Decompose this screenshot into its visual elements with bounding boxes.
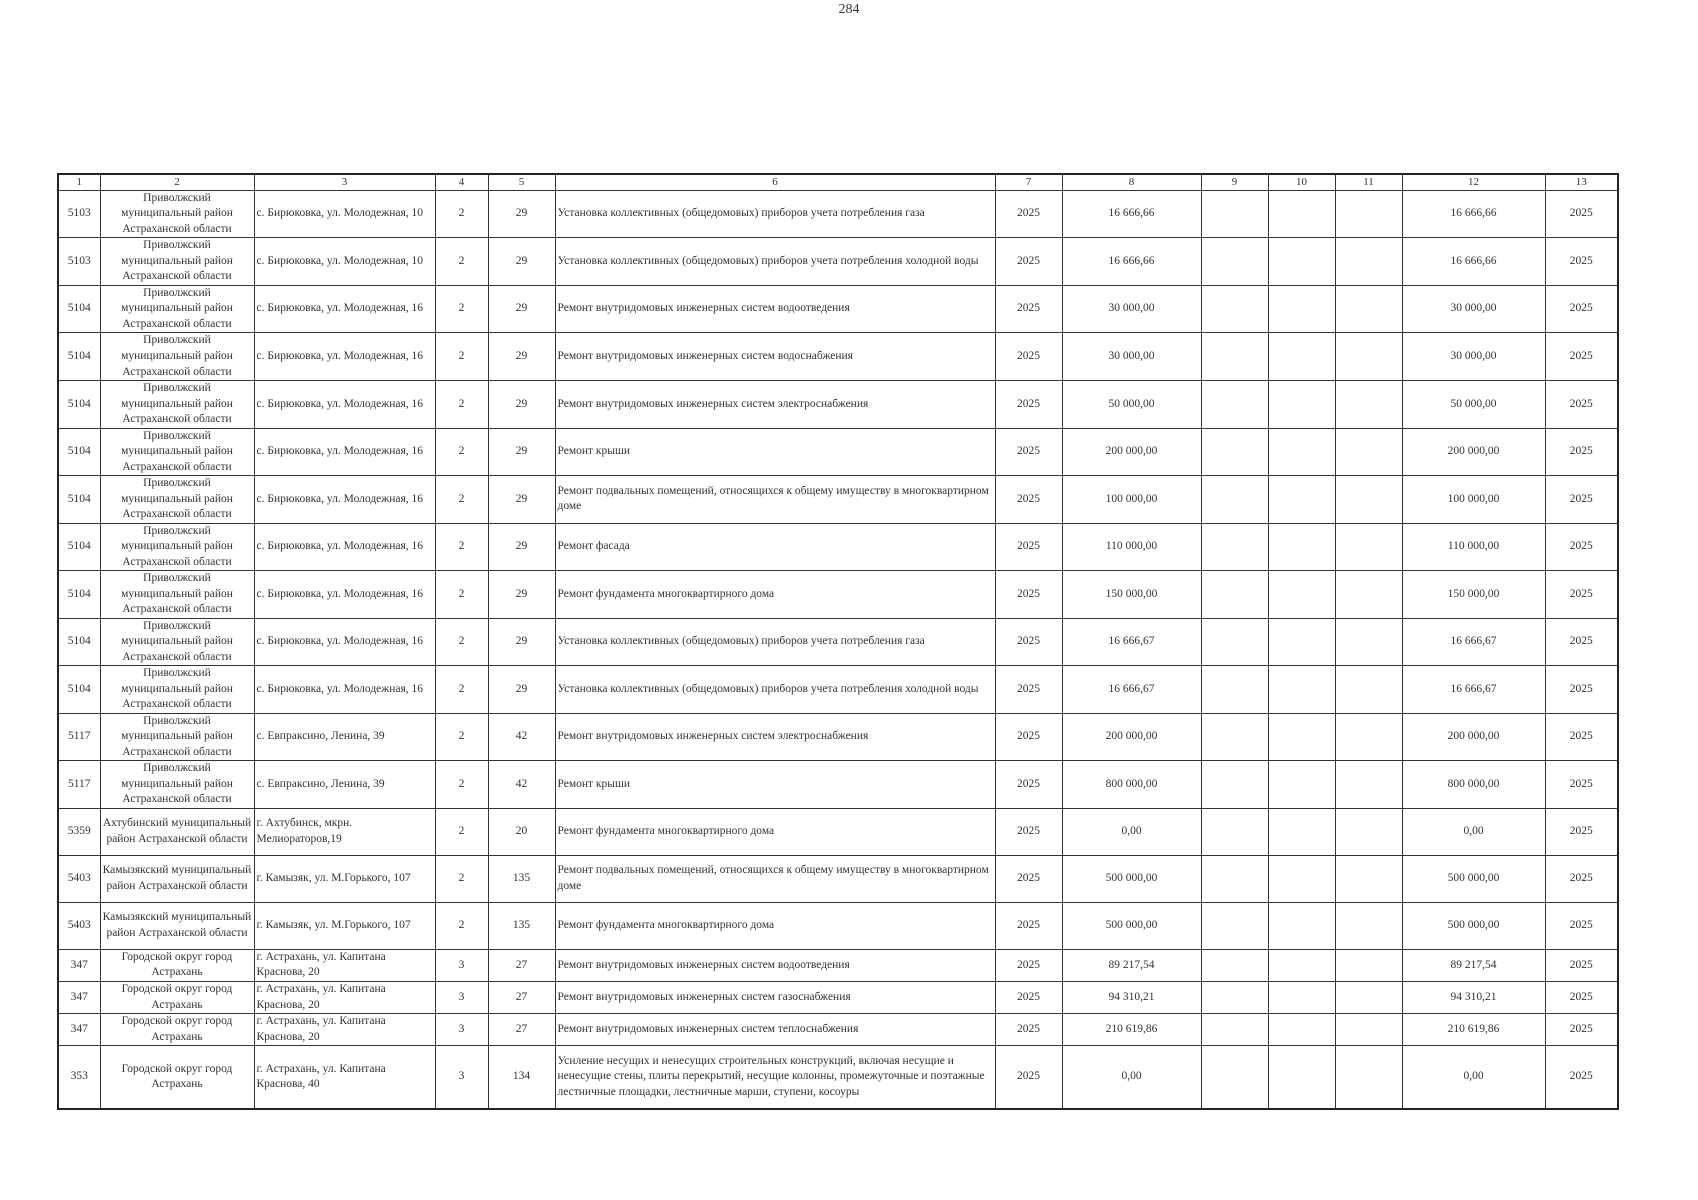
cell-municipality: Приволжский муниципальный район Астраханской области xyxy=(100,285,254,333)
cell-col-4: 2 xyxy=(435,285,488,333)
cell-col-12-amount: 100 000,00 xyxy=(1402,476,1545,524)
cell-col-10 xyxy=(1268,428,1335,476)
cell-municipality: Приволжский муниципальный район Астраханской области xyxy=(100,713,254,761)
cell-col-9 xyxy=(1201,761,1268,809)
cell-year: 2025 xyxy=(1545,855,1618,902)
cell-year: 2025 xyxy=(1545,949,1618,981)
cell-municipality: Приволжский муниципальный район Астраханской области xyxy=(100,761,254,809)
cell-year: 2025 xyxy=(1545,981,1618,1013)
cell-col-10 xyxy=(1268,238,1335,286)
cell-col-5: 27 xyxy=(488,1014,555,1046)
cell-col-5: 29 xyxy=(488,523,555,571)
cell-col-10 xyxy=(1268,1014,1335,1046)
cell-row-id: 5104 xyxy=(58,428,100,476)
cell-col-7: 2025 xyxy=(995,333,1062,381)
cell-col-7: 2025 xyxy=(995,190,1062,238)
cell-year: 2025 xyxy=(1545,808,1618,855)
cell-work-type: Усиление несущих и ненесущих строительных конструкций, включая несущие и ненесущие стены, плиты перекрытий, несущие колонны, промежуточные и поэтажные лестничные площадки, лестничные марши, ступени, косоуры xyxy=(555,1046,995,1110)
cell-amount: 0,00 xyxy=(1062,808,1201,855)
cell-row-id: 5104 xyxy=(58,381,100,429)
cell-municipality: Приволжский муниципальный район Астраханской области xyxy=(100,523,254,571)
cell-col-9 xyxy=(1201,428,1268,476)
cell-work-type: Ремонт фундамента многоквартирного дома xyxy=(555,571,995,619)
table-row xyxy=(58,523,1618,571)
cell-col-4: 2 xyxy=(435,476,488,524)
cell-col-4: 2 xyxy=(435,523,488,571)
cell-address: с. Бирюковка, ул. Молодежная, 16 xyxy=(254,333,435,381)
cell-address: с. Бирюковка, ул. Молодежная, 10 xyxy=(254,190,435,238)
cell-row-id: 5117 xyxy=(58,761,100,809)
cell-amount: 30 000,00 xyxy=(1062,285,1201,333)
cell-col-12-amount: 89 217,54 xyxy=(1402,949,1545,981)
cell-col-12-amount: 30 000,00 xyxy=(1402,333,1545,381)
cell-col-4: 2 xyxy=(435,238,488,286)
cell-col-12-amount: 0,00 xyxy=(1402,1046,1545,1110)
cell-work-type: Установка коллективных (общедомовых) приборов учета потребления холодной воды xyxy=(555,238,995,286)
cell-col-4: 2 xyxy=(435,855,488,902)
cell-work-type: Ремонт фундамента многоквартирного дома xyxy=(555,808,995,855)
cell-col-10 xyxy=(1268,190,1335,238)
cell-row-id: 5104 xyxy=(58,523,100,571)
cell-address: с. Бирюковка, ул. Молодежная, 16 xyxy=(254,666,435,714)
cell-col-11 xyxy=(1335,571,1402,619)
cell-col-9 xyxy=(1201,981,1268,1013)
cell-col-5: 29 xyxy=(488,381,555,429)
cell-municipality: Ахтубинский муниципальный район Астраханской области xyxy=(100,808,254,855)
cell-col-5: 20 xyxy=(488,808,555,855)
cell-work-type: Ремонт внутридомовых инженерных систем водоснабжения xyxy=(555,333,995,381)
cell-municipality: Приволжский муниципальный район Астраханской области xyxy=(100,618,254,666)
cell-col-7: 2025 xyxy=(995,476,1062,524)
cell-work-type: Ремонт внутридомовых инженерных систем водоотведения xyxy=(555,285,995,333)
header-row xyxy=(58,174,1618,190)
cell-year: 2025 xyxy=(1545,333,1618,381)
cell-col-9 xyxy=(1201,571,1268,619)
cell-col-11 xyxy=(1335,190,1402,238)
table-row xyxy=(58,1046,1618,1110)
cell-col-7: 2025 xyxy=(995,713,1062,761)
table-row xyxy=(58,333,1618,381)
table-header xyxy=(58,174,1618,190)
cell-address: г. Ахтубинск, мкрн. Мелиораторов,19 xyxy=(254,808,435,855)
table-row xyxy=(58,381,1618,429)
cell-year: 2025 xyxy=(1545,1014,1618,1046)
cell-col-5: 29 xyxy=(488,238,555,286)
column-header-1: 1 xyxy=(58,174,100,190)
cell-col-11 xyxy=(1335,523,1402,571)
cell-amount: 30 000,00 xyxy=(1062,333,1201,381)
cell-col-7: 2025 xyxy=(995,523,1062,571)
table-row xyxy=(58,238,1618,286)
cell-municipality: Приволжский муниципальный район Астраханской области xyxy=(100,333,254,381)
cell-address: с. Евпраксино, Ленина, 39 xyxy=(254,761,435,809)
cell-col-9 xyxy=(1201,666,1268,714)
cell-col-5: 135 xyxy=(488,855,555,902)
cell-col-12-amount: 110 000,00 xyxy=(1402,523,1545,571)
cell-row-id: 347 xyxy=(58,1014,100,1046)
cell-municipality: Камызякский муниципальный район Астраханской области xyxy=(100,902,254,949)
cell-col-5: 29 xyxy=(488,571,555,619)
cell-row-id: 5104 xyxy=(58,333,100,381)
cell-municipality: Приволжский муниципальный район Астраханской области xyxy=(100,476,254,524)
cell-col-5: 29 xyxy=(488,190,555,238)
cell-row-id: 5104 xyxy=(58,476,100,524)
cell-col-4: 2 xyxy=(435,571,488,619)
cell-col-10 xyxy=(1268,285,1335,333)
cell-municipality: Приволжский муниципальный район Астраханской области xyxy=(100,381,254,429)
table-row xyxy=(58,571,1618,619)
cell-row-id: 5104 xyxy=(58,666,100,714)
cell-col-11 xyxy=(1335,808,1402,855)
cell-col-10 xyxy=(1268,618,1335,666)
cell-address: г. Астрахань, ул. Капитана Краснова, 40 xyxy=(254,1046,435,1110)
cell-amount: 100 000,00 xyxy=(1062,476,1201,524)
cell-address: с. Бирюковка, ул. Молодежная, 16 xyxy=(254,285,435,333)
cell-work-type: Ремонт внутридомовых инженерных систем теплоснабжения xyxy=(555,1014,995,1046)
cell-municipality: Приволжский муниципальный район Астраханской области xyxy=(100,571,254,619)
cell-col-7: 2025 xyxy=(995,618,1062,666)
cell-col-10 xyxy=(1268,902,1335,949)
cell-col-5: 29 xyxy=(488,618,555,666)
cell-col-11 xyxy=(1335,618,1402,666)
cell-col-4: 2 xyxy=(435,666,488,714)
cell-col-4: 2 xyxy=(435,190,488,238)
cell-col-10 xyxy=(1268,666,1335,714)
cell-col-12-amount: 16 666,66 xyxy=(1402,238,1545,286)
cell-row-id: 5117 xyxy=(58,713,100,761)
cell-col-9 xyxy=(1201,808,1268,855)
cell-work-type: Ремонт фундамента многоквартирного дома xyxy=(555,902,995,949)
cell-row-id: 5403 xyxy=(58,855,100,902)
cell-amount: 150 000,00 xyxy=(1062,571,1201,619)
cell-municipality: Приволжский муниципальный район Астраханской области xyxy=(100,666,254,714)
cell-address: г. Астрахань, ул. Капитана Краснова, 20 xyxy=(254,981,435,1013)
cell-col-7: 2025 xyxy=(995,571,1062,619)
cell-col-11 xyxy=(1335,333,1402,381)
cell-col-4: 2 xyxy=(435,381,488,429)
cell-row-id: 5103 xyxy=(58,190,100,238)
cell-municipality: Камызякский муниципальный район Астраханской области xyxy=(100,855,254,902)
table-row xyxy=(58,285,1618,333)
table-row xyxy=(58,902,1618,949)
cell-col-7: 2025 xyxy=(995,238,1062,286)
table-row xyxy=(58,808,1618,855)
cell-address: с. Бирюковка, ул. Молодежная, 16 xyxy=(254,571,435,619)
cell-row-id: 5403 xyxy=(58,902,100,949)
cell-municipality: Городской округ город Астрахань xyxy=(100,981,254,1013)
cell-col-11 xyxy=(1335,761,1402,809)
cell-amount: 94 310,21 xyxy=(1062,981,1201,1013)
cell-year: 2025 xyxy=(1545,618,1618,666)
cell-col-7: 2025 xyxy=(995,902,1062,949)
cell-col-12-amount: 500 000,00 xyxy=(1402,902,1545,949)
cell-col-12-amount: 16 666,67 xyxy=(1402,666,1545,714)
cell-col-7: 2025 xyxy=(995,761,1062,809)
column-header-9: 9 xyxy=(1201,174,1268,190)
cell-col-5: 29 xyxy=(488,476,555,524)
cell-col-9 xyxy=(1201,713,1268,761)
registry-table xyxy=(57,173,1619,1110)
table-row xyxy=(58,949,1618,981)
cell-year: 2025 xyxy=(1545,476,1618,524)
cell-work-type: Ремонт внутридомовых инженерных систем водоотведения xyxy=(555,949,995,981)
cell-col-7: 2025 xyxy=(995,1014,1062,1046)
cell-amount: 210 619,86 xyxy=(1062,1014,1201,1046)
cell-amount: 16 666,67 xyxy=(1062,666,1201,714)
page-number: 284 xyxy=(838,2,860,17)
cell-col-11 xyxy=(1335,381,1402,429)
cell-address: г. Камызяк, ул. М.Горького, 107 xyxy=(254,902,435,949)
cell-address: г. Камызяк, ул. М.Горького, 107 xyxy=(254,855,435,902)
cell-address: с. Бирюковка, ул. Молодежная, 16 xyxy=(254,476,435,524)
cell-col-4: 3 xyxy=(435,949,488,981)
cell-work-type: Ремонт внутридомовых инженерных систем электроснабжения xyxy=(555,381,995,429)
table-row xyxy=(58,618,1618,666)
cell-year: 2025 xyxy=(1545,902,1618,949)
cell-col-11 xyxy=(1335,285,1402,333)
cell-work-type: Установка коллективных (общедомовых) приборов учета потребления холодной воды xyxy=(555,666,995,714)
cell-col-9 xyxy=(1201,238,1268,286)
cell-amount: 16 666,66 xyxy=(1062,238,1201,286)
cell-col-12-amount: 0,00 xyxy=(1402,808,1545,855)
cell-col-10 xyxy=(1268,713,1335,761)
cell-col-5: 29 xyxy=(488,285,555,333)
cell-col-12-amount: 200 000,00 xyxy=(1402,713,1545,761)
column-header-7: 7 xyxy=(995,174,1062,190)
column-header-10: 10 xyxy=(1268,174,1335,190)
cell-col-4: 2 xyxy=(435,808,488,855)
cell-address: с. Бирюковка, ул. Молодежная, 10 xyxy=(254,238,435,286)
cell-col-9 xyxy=(1201,523,1268,571)
table-row xyxy=(58,190,1618,238)
cell-municipality: Городской округ город Астрахань xyxy=(100,1046,254,1110)
column-header-2: 2 xyxy=(100,174,254,190)
column-header-8: 8 xyxy=(1062,174,1201,190)
cell-amount: 500 000,00 xyxy=(1062,902,1201,949)
cell-work-type: Ремонт фасада xyxy=(555,523,995,571)
cell-col-11 xyxy=(1335,666,1402,714)
cell-col-11 xyxy=(1335,981,1402,1013)
table-body xyxy=(58,190,1618,1109)
cell-address: с. Бирюковка, ул. Молодежная, 16 xyxy=(254,381,435,429)
cell-col-10 xyxy=(1268,476,1335,524)
table-row xyxy=(58,855,1618,902)
cell-col-11 xyxy=(1335,238,1402,286)
cell-col-9 xyxy=(1201,190,1268,238)
cell-year: 2025 xyxy=(1545,666,1618,714)
cell-year: 2025 xyxy=(1545,713,1618,761)
cell-amount: 110 000,00 xyxy=(1062,523,1201,571)
cell-col-12-amount: 16 666,67 xyxy=(1402,618,1545,666)
cell-col-7: 2025 xyxy=(995,381,1062,429)
cell-col-9 xyxy=(1201,333,1268,381)
cell-col-10 xyxy=(1268,981,1335,1013)
cell-row-id: 5103 xyxy=(58,238,100,286)
cell-col-4: 2 xyxy=(435,428,488,476)
cell-year: 2025 xyxy=(1545,428,1618,476)
cell-row-id: 347 xyxy=(58,949,100,981)
column-header-4: 4 xyxy=(435,174,488,190)
cell-col-12-amount: 200 000,00 xyxy=(1402,428,1545,476)
cell-work-type: Ремонт подвальных помещений, относящихся к общему имуществу в многоквартирном доме xyxy=(555,476,995,524)
cell-work-type: Ремонт внутридомовых инженерных систем электроснабжения xyxy=(555,713,995,761)
cell-col-11 xyxy=(1335,1046,1402,1110)
cell-col-12-amount: 94 310,21 xyxy=(1402,981,1545,1013)
cell-col-9 xyxy=(1201,902,1268,949)
cell-col-9 xyxy=(1201,949,1268,981)
column-header-13: 13 xyxy=(1545,174,1618,190)
table-row xyxy=(58,981,1618,1013)
cell-col-7: 2025 xyxy=(995,808,1062,855)
cell-col-5: 42 xyxy=(488,761,555,809)
cell-col-5: 27 xyxy=(488,949,555,981)
cell-work-type: Ремонт внутридомовых инженерных систем газоснабжения xyxy=(555,981,995,1013)
table-row xyxy=(58,713,1618,761)
cell-col-7: 2025 xyxy=(995,428,1062,476)
cell-amount: 0,00 xyxy=(1062,1046,1201,1110)
cell-col-5: 27 xyxy=(488,981,555,1013)
cell-col-12-amount: 210 619,86 xyxy=(1402,1014,1545,1046)
cell-col-7: 2025 xyxy=(995,949,1062,981)
cell-col-4: 2 xyxy=(435,902,488,949)
cell-year: 2025 xyxy=(1545,761,1618,809)
cell-col-10 xyxy=(1268,571,1335,619)
cell-address: г. Астрахань, ул. Капитана Краснова, 20 xyxy=(254,949,435,981)
cell-col-9 xyxy=(1201,476,1268,524)
cell-col-9 xyxy=(1201,285,1268,333)
cell-col-10 xyxy=(1268,761,1335,809)
cell-col-5: 29 xyxy=(488,333,555,381)
cell-col-9 xyxy=(1201,1046,1268,1110)
cell-col-12-amount: 30 000,00 xyxy=(1402,285,1545,333)
cell-address: с. Бирюковка, ул. Молодежная, 16 xyxy=(254,618,435,666)
cell-col-12-amount: 500 000,00 xyxy=(1402,855,1545,902)
cell-col-7: 2025 xyxy=(995,666,1062,714)
cell-year: 2025 xyxy=(1545,190,1618,238)
cell-row-id: 5104 xyxy=(58,618,100,666)
cell-amount: 800 000,00 xyxy=(1062,761,1201,809)
column-header-11: 11 xyxy=(1335,174,1402,190)
cell-work-type: Установка коллективных (общедомовых) приборов учета потребления газа xyxy=(555,190,995,238)
cell-year: 2025 xyxy=(1545,238,1618,286)
table-row xyxy=(58,476,1618,524)
cell-col-5: 29 xyxy=(488,666,555,714)
cell-col-12-amount: 800 000,00 xyxy=(1402,761,1545,809)
table-row xyxy=(58,761,1618,809)
cell-row-id: 5104 xyxy=(58,285,100,333)
cell-col-12-amount: 150 000,00 xyxy=(1402,571,1545,619)
cell-work-type: Ремонт крыши xyxy=(555,761,995,809)
cell-year: 2025 xyxy=(1545,571,1618,619)
cell-col-4: 3 xyxy=(435,981,488,1013)
cell-row-id: 347 xyxy=(58,981,100,1013)
cell-col-4: 2 xyxy=(435,333,488,381)
cell-year: 2025 xyxy=(1545,523,1618,571)
table-row xyxy=(58,1014,1618,1046)
cell-col-4: 2 xyxy=(435,761,488,809)
cell-col-5: 134 xyxy=(488,1046,555,1110)
cell-col-9 xyxy=(1201,855,1268,902)
cell-amount: 50 000,00 xyxy=(1062,381,1201,429)
cell-col-5: 135 xyxy=(488,902,555,949)
cell-col-11 xyxy=(1335,902,1402,949)
cell-col-10 xyxy=(1268,381,1335,429)
column-header-5: 5 xyxy=(488,174,555,190)
cell-col-10 xyxy=(1268,333,1335,381)
cell-amount: 200 000,00 xyxy=(1062,428,1201,476)
column-header-12: 12 xyxy=(1402,174,1545,190)
cell-col-11 xyxy=(1335,855,1402,902)
table-row xyxy=(58,428,1618,476)
column-header-3: 3 xyxy=(254,174,435,190)
cell-row-id: 5359 xyxy=(58,808,100,855)
cell-municipality: Городской округ город Астрахань xyxy=(100,949,254,981)
cell-municipality: Приволжский муниципальный район Астраханской области xyxy=(100,190,254,238)
table-row xyxy=(58,666,1618,714)
cell-year: 2025 xyxy=(1545,1046,1618,1110)
cell-col-10 xyxy=(1268,949,1335,981)
cell-col-11 xyxy=(1335,1014,1402,1046)
cell-col-10 xyxy=(1268,523,1335,571)
cell-amount: 16 666,67 xyxy=(1062,618,1201,666)
cell-address: с. Евпраксино, Ленина, 39 xyxy=(254,713,435,761)
cell-col-9 xyxy=(1201,381,1268,429)
cell-col-4: 2 xyxy=(435,713,488,761)
cell-col-5: 42 xyxy=(488,713,555,761)
cell-amount: 16 666,66 xyxy=(1062,190,1201,238)
cell-municipality: Приволжский муниципальный район Астраханской области xyxy=(100,428,254,476)
cell-row-id: 5104 xyxy=(58,571,100,619)
column-header-6: 6 xyxy=(555,174,995,190)
cell-col-7: 2025 xyxy=(995,1046,1062,1110)
cell-col-9 xyxy=(1201,618,1268,666)
cell-col-12-amount: 50 000,00 xyxy=(1402,381,1545,429)
cell-col-11 xyxy=(1335,713,1402,761)
cell-address: г. Астрахань, ул. Капитана Краснова, 20 xyxy=(254,1014,435,1046)
cell-address: с. Бирюковка, ул. Молодежная, 16 xyxy=(254,523,435,571)
cell-col-11 xyxy=(1335,949,1402,981)
cell-col-12-amount: 16 666,66 xyxy=(1402,190,1545,238)
cell-col-10 xyxy=(1268,808,1335,855)
cell-year: 2025 xyxy=(1545,285,1618,333)
cell-col-4: 2 xyxy=(435,618,488,666)
cell-municipality: Приволжский муниципальный район Астраханской области xyxy=(100,238,254,286)
cell-address: с. Бирюковка, ул. Молодежная, 16 xyxy=(254,428,435,476)
cell-col-10 xyxy=(1268,855,1335,902)
cell-col-10 xyxy=(1268,1046,1335,1110)
cell-col-7: 2025 xyxy=(995,855,1062,902)
cell-amount: 500 000,00 xyxy=(1062,855,1201,902)
cell-work-type: Установка коллективных (общедомовых) приборов учета потребления газа xyxy=(555,618,995,666)
cell-col-11 xyxy=(1335,428,1402,476)
cell-col-5: 29 xyxy=(488,428,555,476)
cell-col-7: 2025 xyxy=(995,981,1062,1013)
cell-col-7: 2025 xyxy=(995,285,1062,333)
cell-col-9 xyxy=(1201,1014,1268,1046)
cell-col-4: 3 xyxy=(435,1014,488,1046)
cell-col-4: 3 xyxy=(435,1046,488,1110)
cell-municipality: Городской округ город Астрахань xyxy=(100,1014,254,1046)
cell-year: 2025 xyxy=(1545,381,1618,429)
cell-row-id: 353 xyxy=(58,1046,100,1110)
cell-work-type: Ремонт крыши xyxy=(555,428,995,476)
cell-work-type: Ремонт подвальных помещений, относящихся к общему имуществу в многоквартирном доме xyxy=(555,855,995,902)
cell-amount: 89 217,54 xyxy=(1062,949,1201,981)
cell-amount: 200 000,00 xyxy=(1062,713,1201,761)
cell-col-11 xyxy=(1335,476,1402,524)
